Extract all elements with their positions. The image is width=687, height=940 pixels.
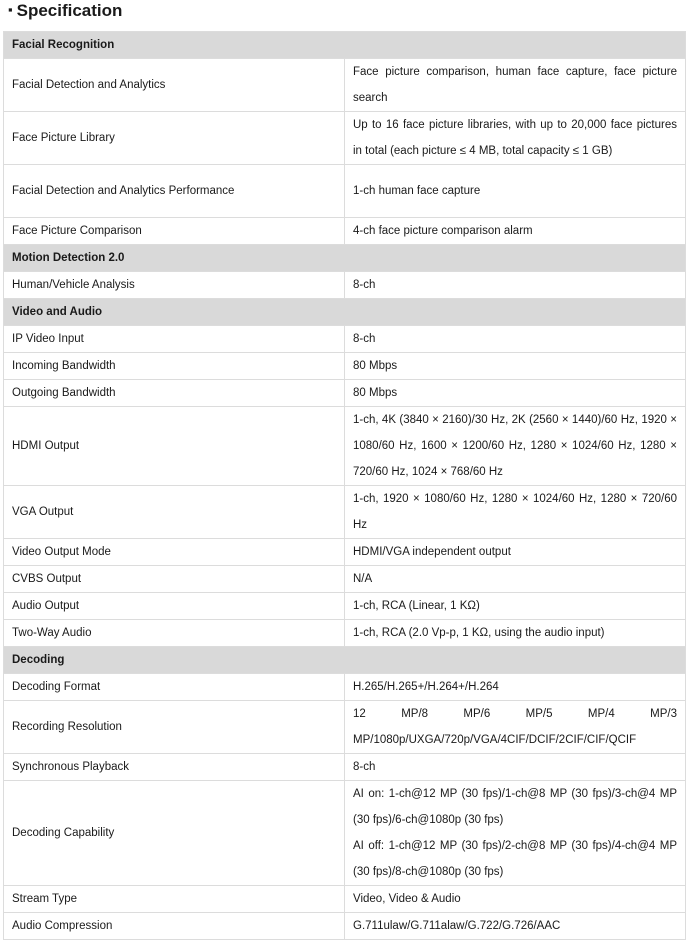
section-header-row [4, 647, 686, 674]
row-label: Facial Detection and Analytics Performance [4, 165, 345, 218]
bullet-icon: ▪ [8, 2, 13, 17]
row-value: 8-ch [345, 272, 686, 299]
row-label: Facial Detection and Analytics [4, 59, 345, 112]
row-value: 1-ch, 1920 × 1080/60 Hz, 1280 × 1024/60 Hz, 1280 × 720/60 Hz [345, 486, 686, 539]
row-value: Video, Video & Audio [345, 886, 686, 913]
row-label: Recording Resolution [4, 701, 345, 754]
table-row [4, 566, 686, 593]
row-value: 4-ch face picture comparison alarm [345, 218, 686, 245]
row-value: 80 Mbps [345, 380, 686, 407]
decoding-ai-off: AI off: 1-ch@12 MP (30 fps)/2-ch@8 MP (30 fps)/4-ch@4 MP (30 fps)/8-ch@1080p (30 fps) [353, 840, 677, 878]
section-header-row [4, 245, 686, 272]
row-label: Two-Way Audio [4, 620, 345, 647]
row-value: G.711ulaw/G.711alaw/G.722/G.726/AAC [345, 913, 686, 940]
table-row [4, 380, 686, 407]
row-value: 1-ch, RCA (Linear, 1 KΩ) [345, 593, 686, 620]
table-row [4, 272, 686, 299]
table-row [4, 112, 686, 165]
table-row [4, 326, 686, 353]
row-label: Stream Type [4, 886, 345, 913]
row-value: Face picture comparison, human face capture, face picture search [345, 59, 686, 112]
row-label: Face Picture Comparison [4, 218, 345, 245]
table-row [4, 701, 686, 754]
section-title-decoding: Decoding [4, 647, 686, 674]
row-value: 8-ch [345, 326, 686, 353]
table-row [4, 886, 686, 913]
table-row [4, 407, 686, 486]
row-label: Face Picture Library [4, 112, 345, 165]
row-label: HDMI Output [4, 407, 345, 486]
table-row [4, 913, 686, 940]
row-label: Audio Output [4, 593, 345, 620]
row-value: HDMI/VGA independent output [345, 539, 686, 566]
page-title [8, 0, 122, 24]
table-row [4, 353, 686, 380]
row-label: Audio Compression [4, 913, 345, 940]
decoding-ai-on: AI on: 1-ch@12 MP (30 fps)/1-ch@8 MP (30 fps)/3-ch@4 MP (30 fps)/6-ch@1080p (30 fps) [353, 788, 677, 826]
row-label: Incoming Bandwidth [4, 353, 345, 380]
row-label: Human/Vehicle Analysis [4, 272, 345, 299]
row-label: Outgoing Bandwidth [4, 380, 345, 407]
table-row [4, 754, 686, 781]
row-label: Decoding Format [4, 674, 345, 701]
row-value: 80 Mbps [345, 353, 686, 380]
row-value: 1-ch human face capture [345, 165, 686, 218]
row-value [345, 781, 686, 886]
row-label: CVBS Output [4, 566, 345, 593]
row-value: H.265/H.265+/H.264+/H.264 [345, 674, 686, 701]
row-value: 1-ch, 4K (3840 × 2160)/30 Hz, 2K (2560 × 1440)/60 Hz, 1920 × 1080/60 Hz, 1600 × 1200/60 Hz, 1280 × 1024/60 Hz, 1280 × 720/60 Hz, 1024 × 768/60 Hz [345, 407, 686, 486]
table-row [4, 218, 686, 245]
table-row [4, 620, 686, 647]
table-row [4, 781, 686, 886]
row-value: 8-ch [345, 754, 686, 781]
row-label: Video Output Mode [4, 539, 345, 566]
row-value: Up to 16 face picture libraries, with up to 20,000 face pictures in total (each picture ≤ 4 MB, total capacity ≤ 1 GB) [345, 112, 686, 165]
section-header-row [4, 32, 686, 59]
table-row [4, 59, 686, 112]
section-title-video-and-audio: Video and Audio [4, 299, 686, 326]
row-value: 1-ch, RCA (2.0 Vp-p, 1 KΩ, using the audio input) [345, 620, 686, 647]
page-title-text: Specification [16, 1, 123, 20]
row-label: Synchronous Playback [4, 754, 345, 781]
row-label: Decoding Capability [4, 781, 345, 886]
row-value: N/A [345, 566, 686, 593]
section-header-row [4, 299, 686, 326]
section-title-motion-detection: Motion Detection 2.0 [4, 245, 686, 272]
specification-table [3, 31, 686, 940]
table-row [4, 593, 686, 620]
row-label: VGA Output [4, 486, 345, 539]
table-row [4, 165, 686, 218]
table-row [4, 486, 686, 539]
row-label: IP Video Input [4, 326, 345, 353]
section-title-facial-recognition: Facial Recognition [4, 32, 686, 59]
table-row [4, 674, 686, 701]
row-value: 12 MP/8 MP/6 MP/5 MP/4 MP/3 MP/1080p/UXGA/720p/VGA/4CIF/DCIF/2CIF/CIF/QCIF [345, 701, 686, 754]
table-row [4, 539, 686, 566]
